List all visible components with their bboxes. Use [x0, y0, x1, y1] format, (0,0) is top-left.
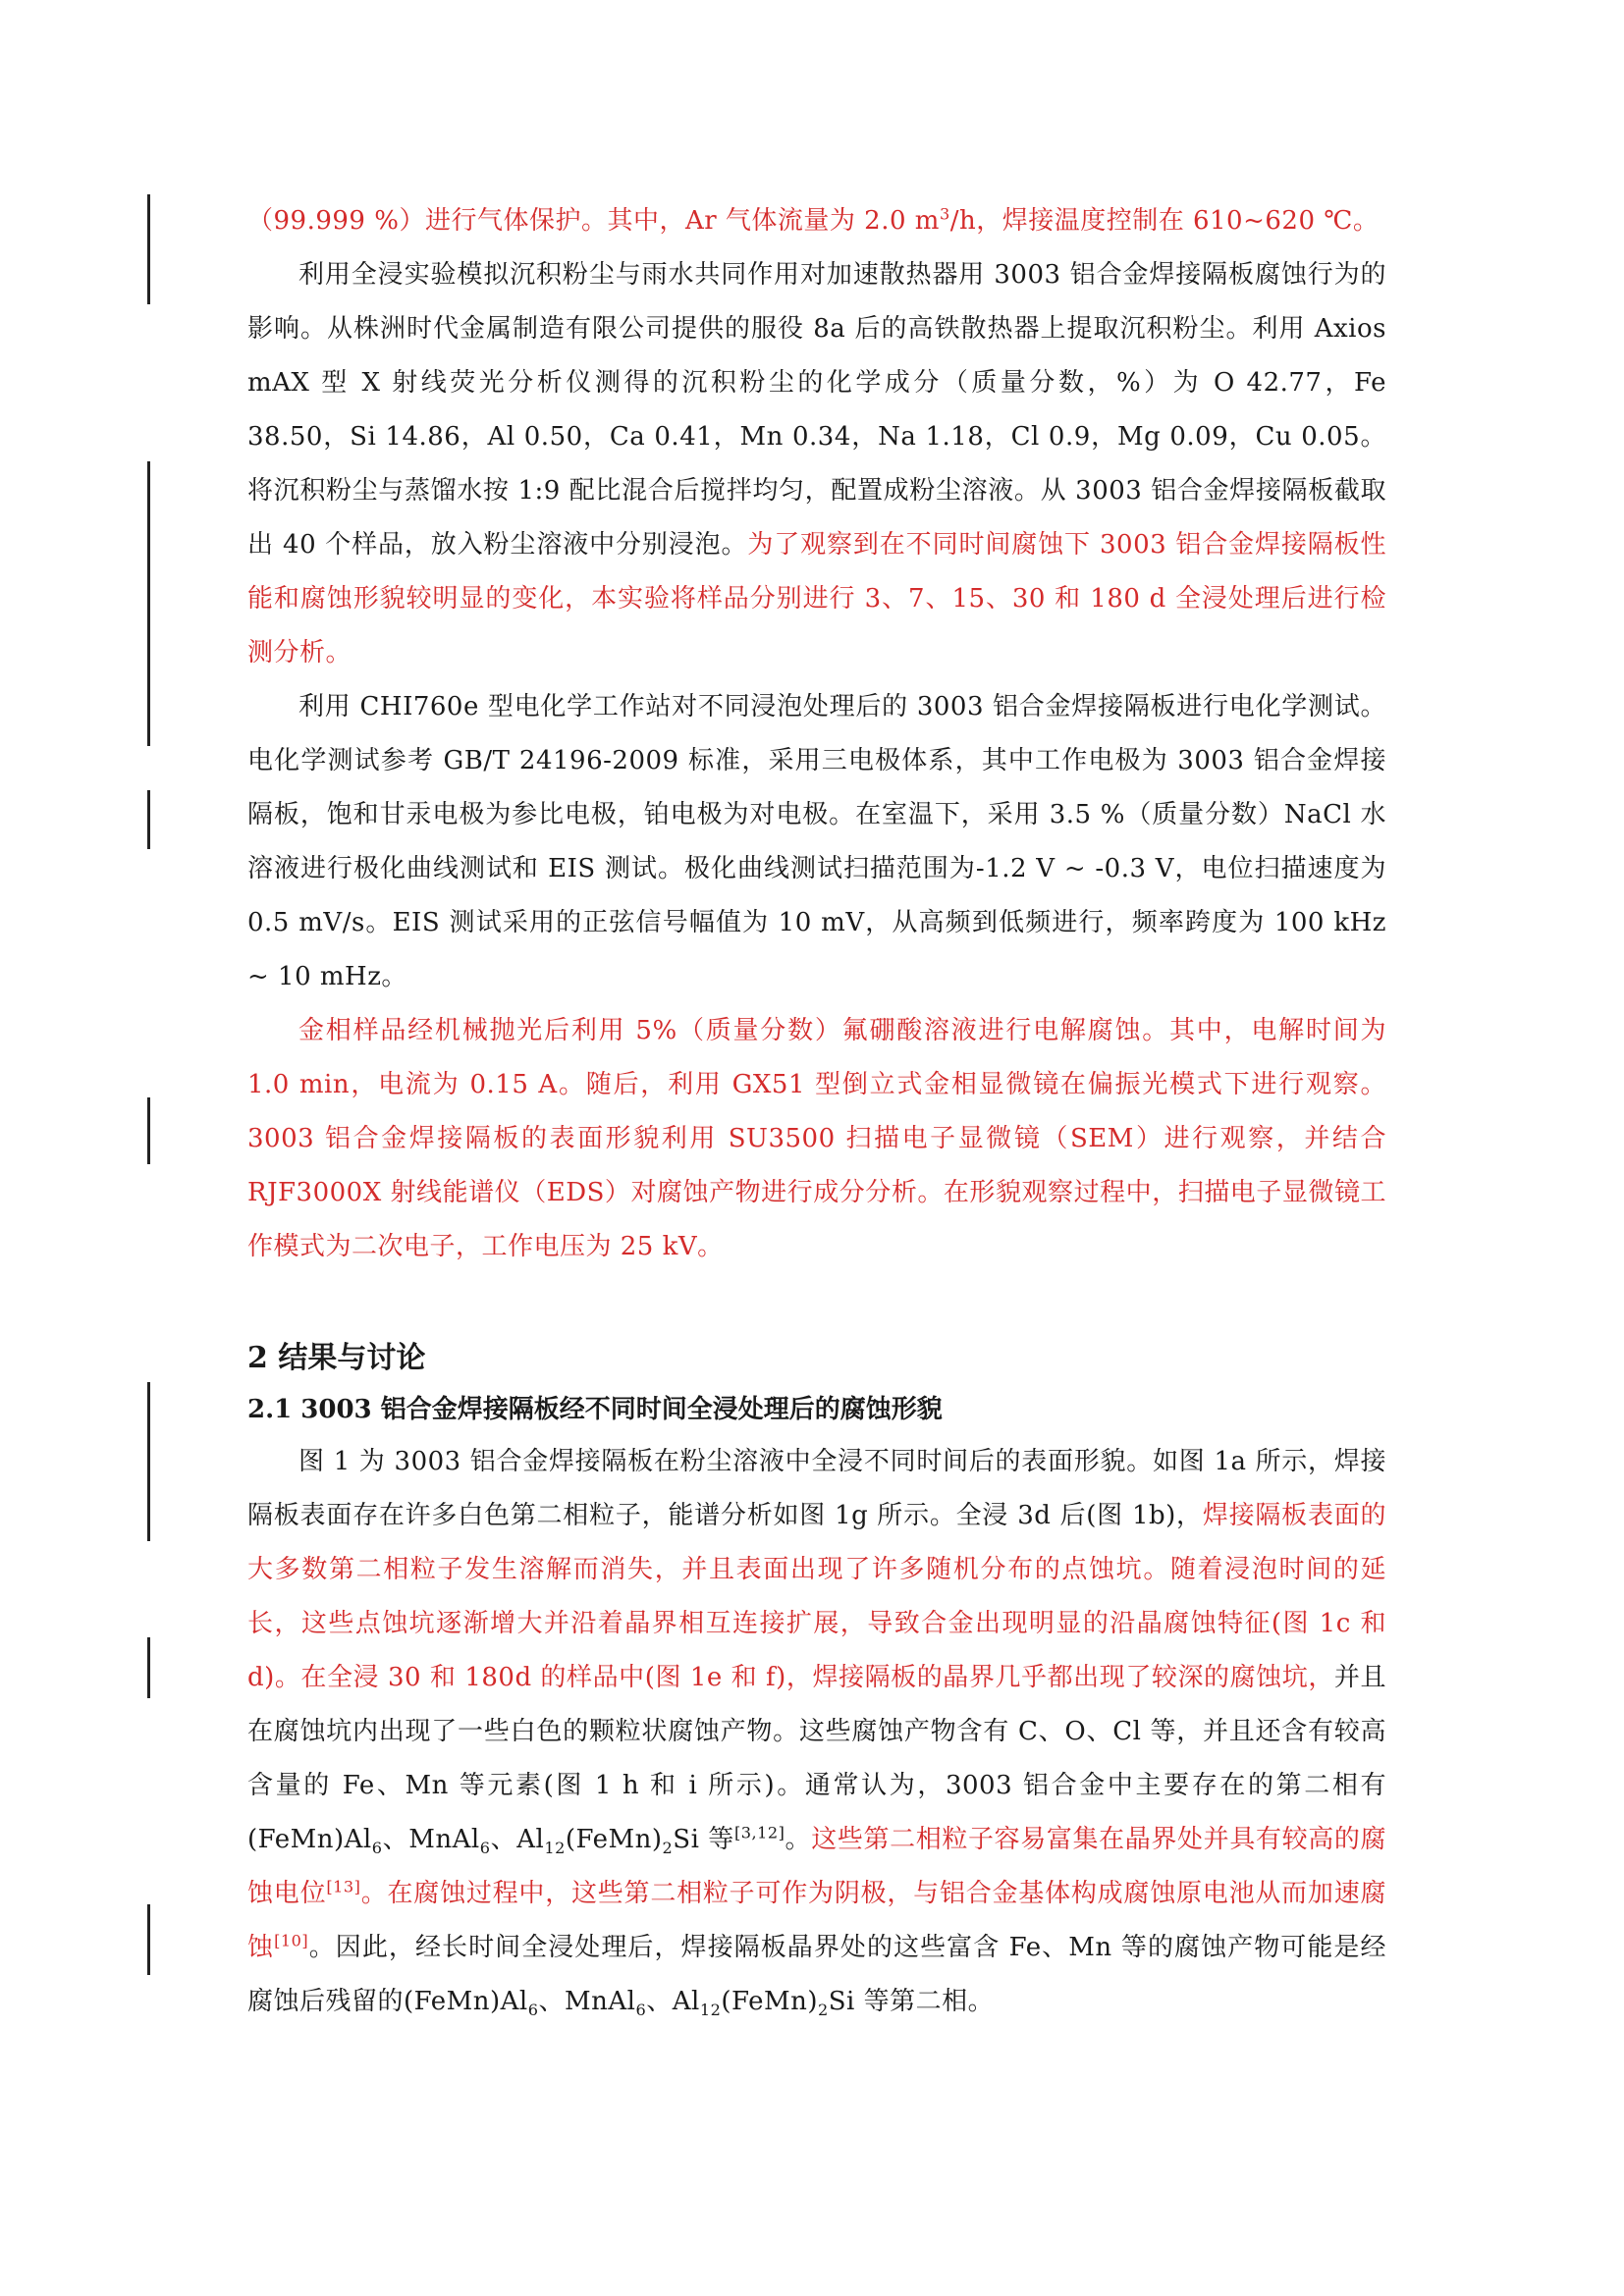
text-run: Si 等 [673, 1825, 734, 1854]
citation: [13] [326, 1877, 361, 1896]
change-bar [147, 790, 150, 849]
text-run: 利用全浸实验模拟沉积粉尘与雨水共同作用对加速散热器用 3003 铝合金焊接隔板腐蚀行为的影响。从株洲时代金属制造有限公司提供的服役 8a 后的高铁散热器上提取沉积粉尘。利用 Axios mAX 型 X 射线荧光分析仪测得的沉积粉尘的化学成分（质量分数，%）为 O 42.77，Fe 38.50，Si 14.86，Al 0.50，Ca 0.41，Mn 0.34，Na 1.18，Cl 0.9，Mg 0.09，Cu 0.05。将沉积粉尘与蒸馏水按 1:9 配比混合后搅拌均匀，配置成粉尘溶液。从 3003 铝合金焊接隔板截取出 40 个样品，放入粉尘溶液中分别浸泡。 [247, 260, 1386, 560]
subscript: 6 [479, 1839, 491, 1858]
text-run: 。因此，经长时间全浸处理后，焊接隔板晶界处的这些富含 Fe、Mn 等的腐蚀产物可能是经腐蚀后残留的(FeMn)Al [247, 1933, 1386, 2016]
text-run: 并且在腐蚀坑内出现了一些白色的颗粒状腐蚀产物。这些腐蚀产物含有 C、O、Cl 等，并且还含有较高含量的 Fe、Mn 等元素(图 1 h 和 i 所示)。通常认为，3003 铝合金中主要存在的第二相有(FeMn)Al [247, 1663, 1386, 1854]
subscript: 2 [818, 2001, 829, 2020]
change-bar [147, 194, 150, 304]
change-bar [147, 1637, 150, 1698]
revised-text: 焊接隔板表面的大多数第二相粒子发生溶解而消失，并且表面出现了许多随机分布的点蚀坑。随着浸泡时间的延长，这些点蚀坑逐渐增大并沿着晶界相互连接扩展，导致合金出现明显的沿晶腐蚀特征(图 1c 和 d)。在全浸 30 和 180d 的样品中(图 1e 和 f)，焊接隔板的晶界几乎都出现了较深的腐蚀坑， [247, 1501, 1386, 1692]
revised-text: 金相样品经机械抛光后利用 5%（质量分数）氟硼酸溶液进行电解腐蚀。其中，电解时间为 1.0 min，电流为 0.15 A。随后，利用 GX51 型倒立式金相显微镜在偏振光模式下进行观察。3003 铝合金焊接隔板的表面形貌利用 SU3500 扫描电子显微镜（SEM）进行观察，并结合 RJF3000X 射线能谱仪（EDS）对腐蚀产物进行成分分析。在形貌观察过程中，扫描电子显微镜工作模式为二次电子，工作电压为 25 kV。 [247, 1016, 1386, 1261]
subscript: 6 [527, 2001, 539, 2020]
paragraph-metallography [247, 1004, 1386, 1274]
text-run: Si 等第二相。 [828, 1987, 995, 2016]
change-bar [147, 687, 150, 746]
text-run: 图 1 为 3003 铝合金焊接隔板在粉尘溶液中全浸不同时间后的表面形貌。如图 1a 所示，焊接隔板表面存在许多白色第二相粒子，能谱分析如图 1g 所示。全浸 3d 后(图 1b)， [247, 1447, 1386, 1530]
text-run: (FeMn) [565, 1825, 663, 1854]
body-text [247, 194, 1386, 2029]
section-heading: 2 结果与讨论 [247, 1341, 426, 1375]
text-run: (FeMn) [721, 1987, 818, 2016]
text-run: 、Al [490, 1825, 545, 1854]
paragraph-gas-protection [247, 194, 1386, 248]
subsection-heading: 2.1 3003 铝合金焊接隔板经不同时间全浸处理后的腐蚀形貌 [247, 1395, 943, 1424]
text-run: 、Al [646, 1987, 700, 2016]
text-run [247, 1933, 1386, 2020]
change-bar [147, 1382, 150, 1541]
text-run: 。 [785, 1825, 812, 1854]
subscript: 6 [371, 1839, 383, 1858]
paragraph-electrochemical-test [247, 680, 1386, 1004]
superscript: 3 [939, 204, 950, 224]
citation: [3,12] [733, 1823, 785, 1842]
text-run: 。在腐蚀过程中，这些第二相粒子可作为阴极，与铝合金基体构成腐蚀原电池从而加速腐蚀 [247, 1879, 1386, 1962]
revised-text [247, 206, 1379, 236]
change-bar [147, 461, 150, 687]
text-run: 利用 CHI760e 型电化学工作站对不同浸泡处理后的 3003 铝合金焊接隔板进行电化学测试。电化学测试参考 GB/T 24196-2009 标准，采用三电极体系，其中工作电极为 3003 铝合金焊接隔板，饱和甘汞电极为参比电极，铂电极为对电极。在室温下，采用 3.5 %（质量分数）NaCl 水溶液进行极化曲线测试和 EIS 测试。极化曲线测试扫描范围为-1.2 V ~ -0.3 V，电位扫描速度为 0.5 mV/s。EIS 测试采用的正弦信号幅值为 10 mV，从高频到低频进行，频率跨度为 100 kHz ~ 10 mHz。 [247, 692, 1386, 991]
text-run: 、MnAl [538, 1987, 636, 2016]
paragraph-corrosion-morphology [247, 1435, 1386, 2029]
text-run: 、MnAl [382, 1825, 480, 1854]
change-bar [147, 1904, 150, 1975]
subscript: 6 [635, 2001, 647, 2020]
subscript: 12 [699, 2001, 722, 2020]
subscript: 12 [544, 1839, 566, 1858]
citation: [10] [274, 1931, 309, 1950]
revised-text: 为了观察到在不同时间腐蚀下 3003 铝合金焊接隔板性能和腐蚀形貌较明显的变化，本实验将样品分别进行 3、7、15、30 和 180 d 全浸处理后进行检测分析。 [247, 530, 1386, 667]
text-run: （99.999 %）进行气体保护。其中，Ar 气体流量为 2.0 m [247, 206, 940, 236]
text-run: /h，焊接温度控制在 610~620 ℃。 [949, 206, 1380, 236]
change-bar [147, 1097, 150, 1164]
paragraph-immersion-experiment [247, 248, 1386, 680]
subscript: 2 [662, 1839, 674, 1858]
text-run: 这些第二相粒子容易富集在晶界处并具有较高的腐蚀电位 [247, 1825, 1386, 1908]
